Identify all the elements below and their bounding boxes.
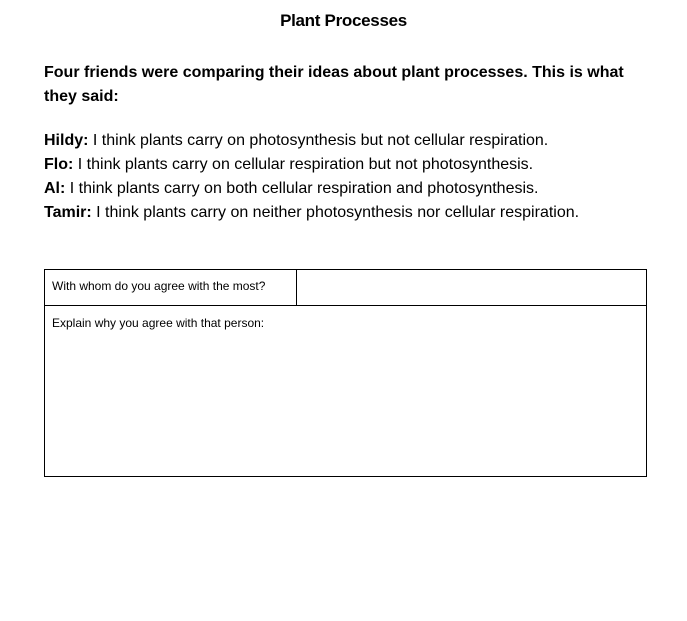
speaker-name: Al: [44, 180, 66, 197]
page-title: Plant Processes [280, 11, 407, 30]
speaker-name: Flo: [44, 156, 74, 173]
statement-hildy [44, 129, 664, 153]
explanation-prompt: Explain why you agree with that person: [52, 316, 265, 330]
question-label: With whom do you agree with the most? [45, 270, 297, 306]
explanation-row [45, 306, 647, 477]
speaker-name: Tamir: [44, 204, 92, 221]
answer-field[interactable] [297, 270, 647, 306]
statement-flo [44, 153, 664, 177]
statement-text: I think plants carry on cellular respiration but not photosynthesis. [73, 156, 534, 173]
statements-list [44, 129, 664, 225]
explanation-field[interactable] [45, 306, 647, 477]
statement-tamir [44, 201, 664, 225]
intro-paragraph: Four friends were comparing their ideas about plant processes. This is what they said: [44, 64, 624, 105]
statement-text: I think plants carry on both cellular respiration and photosynthesis. [65, 180, 539, 197]
statement-text: I think plants carry on photosynthesis but not cellular respiration. [88, 132, 549, 149]
speaker-name: Hildy: [44, 132, 89, 149]
question-row [45, 270, 647, 306]
statement-text: I think plants carry on neither photosynthesis nor cellular respiration. [91, 204, 580, 221]
statement-al [44, 177, 664, 201]
response-table [44, 269, 647, 477]
